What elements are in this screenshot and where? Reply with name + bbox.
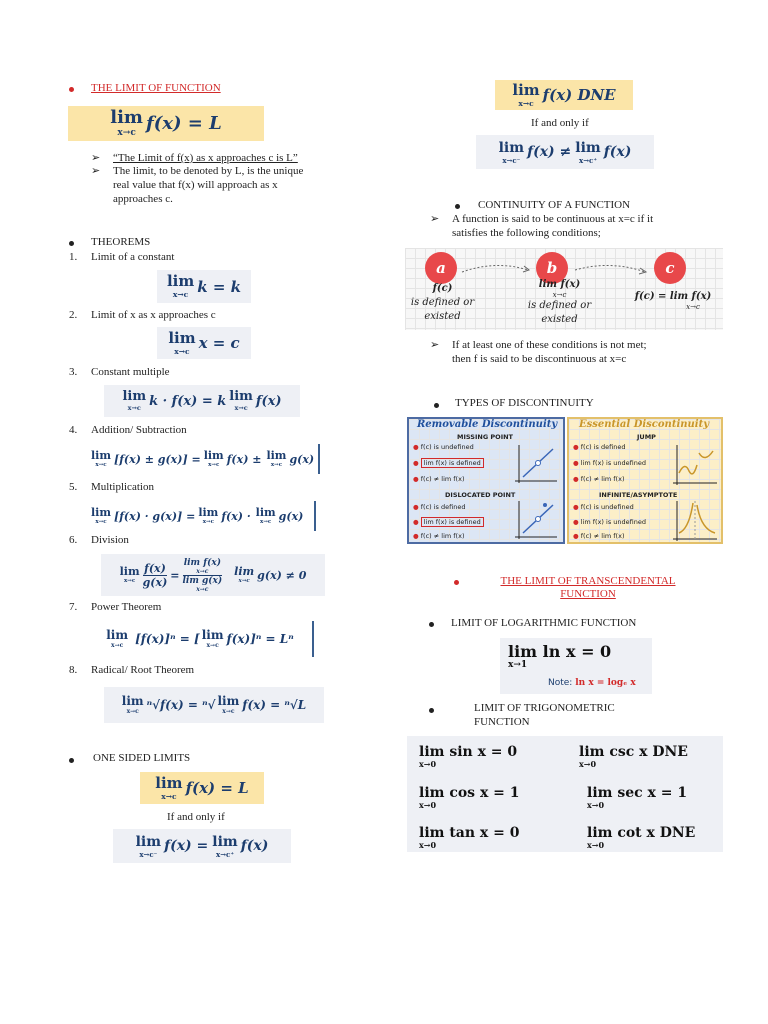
- theorem-label: Limit of a constant: [91, 251, 175, 263]
- continuity-description: A function is said to be continuous at x=c if it: [452, 213, 654, 225]
- condition-a-text: f(c) is defined or existed: [410, 283, 475, 322]
- continuity-description: satisfies the following conditions;: [452, 227, 601, 239]
- continuity-heading: CONTINUITY OF A FUNCTION: [478, 199, 631, 211]
- removable-condition: ● f(c) ≠ lim f(x): [413, 532, 465, 540]
- trigonometric-heading-line: LIMIT OF TRIGONOMETRIC: [474, 702, 615, 714]
- constant-limit-formula: lim x→c k = k: [157, 270, 251, 303]
- discontinuity-description: If at least one of these conditions is not met;: [452, 339, 647, 351]
- limit-description-line: approaches c.: [113, 193, 173, 205]
- bullet: [454, 580, 459, 585]
- arrow-bullet-icon: ➢: [430, 339, 440, 351]
- limit-of-function-heading: THE LIMIT OF FUNCTION: [91, 82, 221, 94]
- one-sided-equality-formula: lim x→c⁻ f(x) = lim x→c⁺ f(x): [113, 829, 291, 863]
- division-formula: lim x→c f(x) g(x) = lim f(x) x→c lim g(x) x→c lim x→c g(x) ≠ 0: [101, 554, 325, 596]
- multiplication-formula: lim x→c [f(x) · g(x)] = lim x→c f(x) · lim x→c g(x): [88, 501, 316, 531]
- theorem-label: Multiplication: [91, 481, 154, 493]
- limit-description-line: real value that f(x) will approach as x: [113, 179, 278, 191]
- removable-condition: ● lim f(x) is defined: [413, 459, 484, 467]
- removable-heading: Removable Discontinuity: [417, 419, 558, 430]
- asymptote-graph-icon: [669, 499, 719, 543]
- discontinuity-types-panel: [405, 417, 723, 544]
- if-and-only-if-text: If and only if: [531, 117, 589, 129]
- theorem-label: Division: [91, 534, 129, 546]
- bullet: [455, 204, 460, 209]
- theorem-label: Radical/ Root Theorem: [91, 664, 195, 676]
- continuity-conditions-panel: [405, 248, 723, 330]
- log-limit-formula: lim ln x = 0 x→1: [508, 642, 612, 670]
- transcendental-heading: THE LIMIT OF TRANSCENDENTAL FUNCTION: [500, 575, 676, 600]
- logarithmic-formula-box: [500, 638, 652, 694]
- essential-condition: ● f(c) is defined: [573, 443, 626, 451]
- constant-multiple-formula: lim x→c k · f(x) = k lim x→c f(x): [104, 385, 300, 417]
- identity-limit-formula: lim x→c x = c: [157, 327, 251, 359]
- infinite-asymptote-label: INFINITE/ASYMPTOTE: [599, 491, 678, 499]
- csc-limit: lim csc x DNE x→0: [579, 744, 688, 769]
- theorem-number: 3.: [69, 366, 78, 378]
- essential-condition: ● f(c) is undefined: [573, 503, 634, 511]
- theorem-label: Limit of x as x approaches c: [91, 309, 216, 321]
- missing-point-label: MISSING POINT: [457, 433, 513, 441]
- trigonometric-formulas-box: [407, 736, 723, 852]
- limit-definition-quote: “The Limit of f(x) as x approaches c is L”: [113, 152, 298, 164]
- dne-formula: lim x→c f(x) DNE: [495, 80, 633, 110]
- power-theorem-formula: lim x→c [f(x)]ⁿ = [ lim x→c f(x)]ⁿ = Lⁿ: [88, 621, 314, 657]
- theorem-label: Addition/ Subtraction: [91, 424, 187, 436]
- addition-subtraction-formula: lim x→c [f(x) ± g(x)] = lim x→c f(x) ± lim x→c g(x): [88, 444, 320, 474]
- missing-point-graph-icon: [511, 443, 559, 485]
- limit-definition-formula: lim x→c f(x) = L: [68, 106, 264, 141]
- log-note: Note: ln x = logₑ x: [548, 678, 636, 688]
- essential-discontinuity-card: [567, 417, 723, 544]
- if-and-only-if-text: If and only if: [167, 811, 225, 823]
- bullet: [69, 758, 74, 763]
- radical-root-formula: lim x→c ⁿ√f(x) = ⁿ√ lim x→c f(x) = ⁿ√L: [104, 687, 324, 723]
- removable-condition: ● f(c) is defined: [413, 503, 466, 511]
- dislocated-point-graph-icon: [511, 499, 559, 541]
- theorem-label: Constant multiple: [91, 366, 170, 378]
- types-of-discontinuity-heading: TYPES OF DISCONTINUITY: [455, 397, 594, 409]
- essential-condition: ● f(c) ≠ lim f(x): [573, 532, 625, 540]
- discontinuity-description: then f is said to be discontinuous at x=c: [452, 353, 627, 365]
- removable-discontinuity-card: [407, 417, 565, 544]
- one-sided-unequal-formula: lim x→c⁻ f(x) ≠ lim x→c⁺ f(x): [476, 135, 654, 169]
- bullet: [69, 87, 74, 92]
- bullet: [69, 241, 74, 246]
- removable-condition: ● f(c) is undefined: [413, 443, 474, 451]
- arrow-bullet-icon: ➢: [430, 213, 440, 225]
- theorems-heading: THEOREMS: [91, 236, 151, 248]
- sec-limit: lim sec x = 1 x→0: [587, 785, 688, 810]
- condition-c-text: f(c) = lim f(x) x→c: [634, 291, 712, 311]
- theorem-number: 4.: [69, 424, 78, 436]
- theorem-number: 2.: [69, 309, 78, 321]
- essential-condition: ● f(c) ≠ lim f(x): [573, 475, 625, 483]
- bullet: [429, 622, 434, 627]
- arrow-bullet-icon: ➢: [91, 152, 101, 164]
- dislocated-point-label: DISLOCATED POINT: [445, 491, 516, 499]
- jump-label: JUMP: [637, 433, 656, 441]
- bullet: [429, 708, 434, 713]
- essential-condition: ● lim f(x) is undefined: [573, 518, 646, 526]
- cot-limit: lim cot x DNE x→0: [587, 825, 696, 850]
- sin-limit: lim sin x = 0 x→0: [419, 744, 518, 769]
- removable-condition: ● lim f(x) is defined: [413, 518, 484, 526]
- arrow-bullet-icon: ➢: [91, 165, 101, 177]
- essential-condition: ● lim f(x) is undefined: [573, 459, 646, 467]
- connector-arrow-icon: [573, 258, 649, 278]
- condition-a-badge: a: [425, 252, 457, 284]
- limit-description-line: The limit, to be denoted by L, is the unique: [113, 165, 304, 177]
- removable-condition: ● f(c) ≠ lim f(x): [413, 475, 465, 483]
- theorem-number: 7.: [69, 601, 78, 613]
- bullet: [434, 403, 439, 408]
- theorem-number: 6.: [69, 534, 78, 546]
- theorem-number: 1.: [69, 251, 78, 263]
- theorem-label: Power Theorem: [91, 601, 162, 613]
- one-sided-limit-formula: lim x→c f(x) = L: [140, 772, 264, 804]
- cos-limit: lim cos x = 1 x→0: [419, 785, 520, 810]
- connector-arrow-icon: [460, 258, 532, 278]
- condition-c-badge: c: [654, 252, 686, 284]
- trigonometric-heading-line: FUNCTION: [474, 716, 530, 728]
- condition-b-badge: b: [536, 252, 568, 284]
- tan-limit: lim tan x = 0 x→0: [419, 825, 520, 850]
- theorem-number: 5.: [69, 481, 78, 493]
- one-sided-limits-heading: ONE SIDED LIMITS: [93, 752, 191, 764]
- theorem-number: 8.: [69, 664, 78, 676]
- jump-graph-icon: [669, 443, 719, 487]
- logarithmic-heading: LIMIT OF LOGARITHMIC FUNCTION: [451, 617, 637, 629]
- essential-heading: Essential Discontinuity: [579, 419, 710, 430]
- condition-b-text: lim f(x) x→c is defined or existed: [527, 279, 592, 325]
